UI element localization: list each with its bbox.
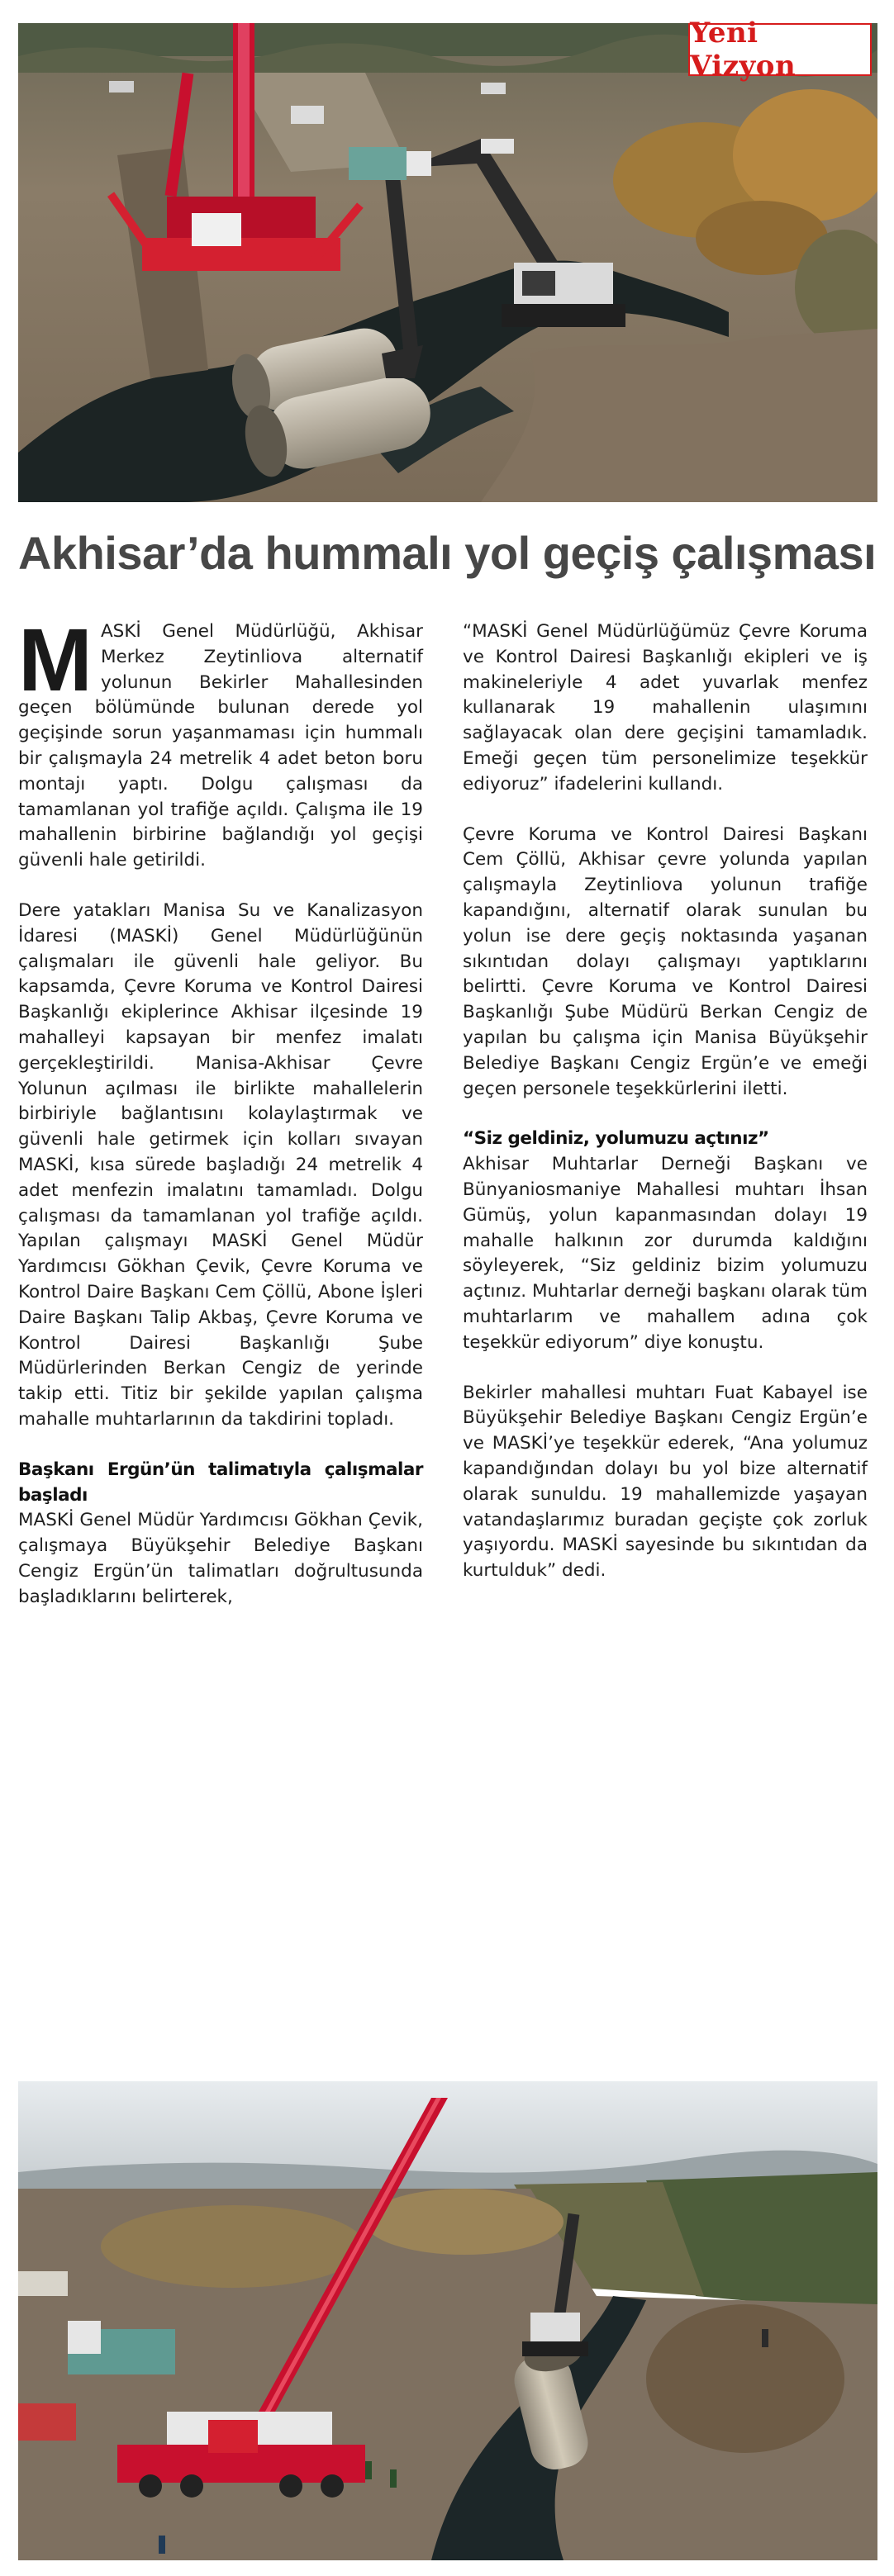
right-paragraph-1: “MASKİ Genel Müdürlüğümüz Çevre Koruma ve Kontrol Dairesi Başkanlığı ekipleri ve iş makineleriyle 4 adet yuvarlak menfez kullanarak 19 mahallenin ulaşımını sağlayacak olan dere geçişini tamamladık. Emeği geçen tüm personelimize teşekkür ediyoruz” ifadelerini kullandı. [463,621,868,795]
left-paragraph-1-text: ASKİ Genel Müdürlüğü, Akhisar Merkez Zeytinliova alternatif yolunun Bekirler Mahallesinden geçen bölümünde bulunan derede yol geçişinde sorun yaşanmaması için hummalı bir çalışmayla 24 metrelik 4 adet beton boru montajı yaptı. Dolgu çalışması da tamamlanan yol trafiğe açıldı. Çalışma ile 19 mahallenin birbirine bağlandığı yol geçişi güvenli hale getirildi. [18,621,423,871]
right-paragraph-3: Akhisar Muhtarlar Derneği Başkanı ve Bünyaniosmaniye Mahallesi muhtarı İhsan Gümüş, yolun kapanmasından dolayı 19 mahalle halkının zor durumda kaldığını söyleyerek, “Siz geldiniz bizim yolumuzu açtınız. Muhtarlar derneği başkanı olarak tüm muhtarlarım ve mahallem adına çok teşekkür ediyorum” diye konuştu. [463,1154,868,1353]
left-paragraph-1 [18,610,423,874]
construction-photo-bottom-illustration [18,2081,877,2560]
dropcap-letter: M [18,610,93,709]
left-subheading: Başkanı Ergün’ün talimatıyla çalışmalar başladı [18,1459,423,1506]
article-column-left [18,610,423,1610]
right-paragraph-2: Çevre Koruma ve Kontrol Dairesi Başkanı Cem Çöllü, Akhisar çevre yolunda yapılan çalışmayla Zeytinliova yolunun trafiğe kapandığını, alternatif olarak sunulan bu yolun ise dere geçiş noktasında yaşanan sıkıntıdan dolayı çalışmayı yaptıklarını belirtti. Çevre Koruma ve Kontrol Dairesi Başkanlığı Şube Müdürü Berkan Cengiz de yapılan bu çalışma için Manisa Büyükşehir Belediye Başkanı Cengiz Ergün’e ve emeği geçen personele teşekkürlerini iletti. [463,823,868,1099]
right-subheading: “Siz geldiniz, yolumuzu açtınız” [463,1128,769,1150]
article-column-right [463,619,868,1584]
left-paragraph-2: Dere yatakları Manisa Su ve Kanalizasyon İdaresi (MASKİ) Genel Müdürlüğünün çalışmaları ile güvenli hale geliyor. Bu kapsamda, Çevre Koruma ve Kontrol Dairesi Başkanlığı ekiplerince Akhisar ilçesinde 19 mahalleyi kapsayan bir menfez imalatı gerçekleştirildi. Manisa-Akhisar Çevre Yolunun açılması ile birlikte mahallelerin birbiriyle bağlantısını kolaylaştırmak ve güvenli hale getirmek için kolları sıvayan MASKİ, kısa sürede başladığı 24 metrelik 4 adet menfezin imalatını tamamladı. Dolgu çalışması da tamamlanan yol trafiğe açıldı. Yapılan çalışmayı MASKİ Genel Müdür Yardımcısı Gökhan Çevik, Çevre Koruma ve Kontrol Daire Başkanı Cem Çöllü, Abone İşleri Daire Başkanı Talip Akbaş, Çevre Koruma ve Kontrol Dairesi Başkanlığı Şube Müdürlerinden Berkan Cengiz de yerinde takip etti. Titiz bir şekilde yapılan çalışma mahalle muhtarlarının da takdirini topladı. [18,899,423,1430]
right-paragraph-4: Bekirler mahallesi muhtarı Fuat Kabayel ise Büyükşehir Belediye Başkanı Cengiz Ergün’e ve MASKİ’ye teşekkür ederek, “Ana yolumuz kapandığından dolayı bu yol bize alternatif olarak sunuldu. 19 mahallemizde yaşayan vatandaşlarımız buradan geçişte çok zorluk yaşıyordu. MASKİ sayesinde bu sıkıntıdan da kurtulduk” dedi. [463,1382,868,1582]
construction-photo-top-illustration [18,23,877,502]
publication-logo: Yeni Vizyon [688,23,872,76]
photo-bottom-construction-site [18,2081,877,2560]
left-paragraph-3: MASKİ Genel Müdür Yardımcısı Gökhan Çevik, çalışmaya Büyükşehir Belediye Başkanı Cengiz Ergün’ün talimatları doğrultusunda başladıklarını belirterek, [18,1510,423,1607]
article-headline: Akhisar’da hummalı yol geçiş çalışması [18,527,877,579]
photo-top-construction-site [18,23,877,502]
